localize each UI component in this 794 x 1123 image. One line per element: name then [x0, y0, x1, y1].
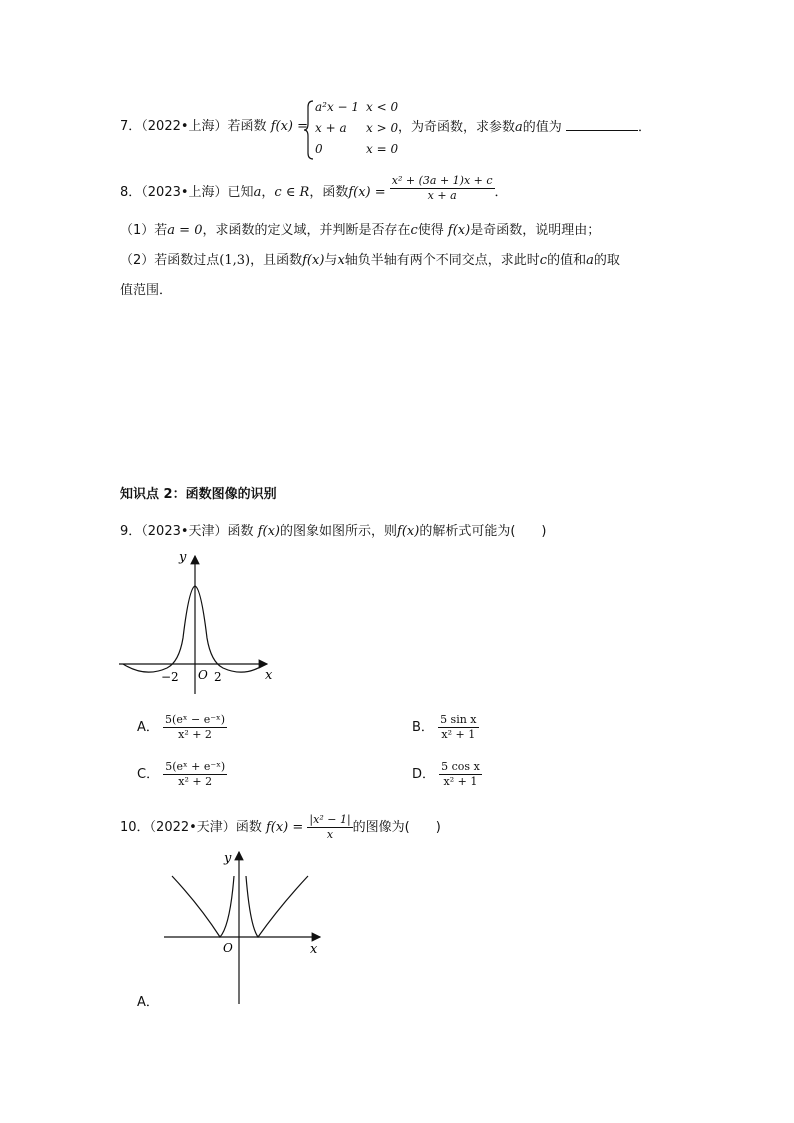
q8-end: ． [494, 185, 508, 200]
q7-source: （2022•上海） [141, 119, 228, 134]
q9-mid: 的图象如图所示，则 [280, 524, 398, 539]
q8-sep: ， [261, 185, 275, 200]
q9-x-label: x [265, 668, 273, 683]
q10-number: 10． [120, 820, 150, 835]
q7-case-3-expr: 0 [315, 142, 323, 156]
q9-option-b-den: x² + 1 [441, 728, 476, 741]
q7-case-3-cond: x = 0 [366, 142, 399, 156]
q9-curve [123, 586, 265, 672]
q9-option-d[interactable] [412, 759, 482, 791]
q9-tick-pos2: 2 [214, 670, 222, 684]
q7-case-2-expr: x + a [315, 121, 347, 135]
q9-option-d-num: 5 cos x [441, 760, 480, 773]
q8-p1-d: 使得 [417, 223, 444, 238]
q8-denominator: x + a [427, 189, 457, 202]
section-heading: 知识点 2：函数图像的识别 [120, 487, 277, 502]
q9-option-c-num: 5(eˣ + e⁻ˣ) [165, 760, 226, 773]
q8-var-a: a [253, 185, 262, 200]
q7-lead: 若函数 [227, 119, 267, 134]
q9-option-c[interactable] [137, 759, 227, 791]
q8-lead: 已知 [227, 185, 254, 200]
q10-lead: 函数 [235, 820, 262, 835]
q8-p1-c: c [410, 223, 418, 238]
q10-curve-left [172, 876, 234, 937]
q8-p2-a: （2）若函数过点 [120, 253, 220, 268]
q9-option-a-fraction [163, 713, 227, 742]
q9-lead: 函数 [227, 524, 254, 539]
q9-tail: 的解析式可能为( ) [419, 524, 547, 539]
q7-case-2-cond: x > 0 [366, 121, 399, 135]
q9-f1: f(x) [257, 524, 280, 539]
q9-option-a-den: x² + 2 [178, 728, 212, 741]
q10-x-label: x [310, 942, 318, 957]
q8-p1-b: ，求函数的定义域，并判断是否存在 [202, 223, 411, 238]
q7-line [120, 118, 308, 136]
q9-tick-neg2: −2 [161, 670, 179, 684]
q8-p2-b: ，且函数 [250, 253, 303, 268]
q8-p1-a: （1）若 [120, 223, 168, 238]
q10-source: （2022•天津） [149, 820, 236, 835]
q9-option-d-den: x² + 1 [443, 775, 478, 788]
q9-option-b-fraction [438, 713, 478, 742]
q7-end: ． [637, 120, 651, 135]
q7-tail [398, 118, 651, 137]
q10-numerator: |x² − 1| [309, 813, 351, 826]
q8-mid: ，函数 [309, 185, 349, 200]
q9-option-a-label: A． [137, 720, 159, 735]
q8-number: 8． [120, 185, 142, 200]
q8-p1-e: 是奇函数，说明理由； [470, 223, 601, 238]
q7-tail1: ，为奇函数，求参数 [398, 120, 516, 135]
q9-option-b[interactable] [412, 712, 479, 744]
q10-line [120, 812, 441, 844]
q8-p2-cv: c [539, 253, 548, 268]
q8-p2-f: f(x) [302, 253, 325, 268]
q10-denominator: x [326, 828, 334, 841]
q8-numerator: x² + (3a + 1)x + c [391, 174, 493, 187]
q8-p2-c: 与 [324, 253, 338, 268]
q8-p2-f2: 的取 [593, 253, 620, 268]
q9-f2: f(x) [397, 524, 420, 539]
q7-tail2: 的值为 [522, 120, 562, 135]
q7-number: 7． [120, 119, 142, 134]
q8-fraction [390, 174, 495, 203]
q9-number: 9． [120, 524, 142, 539]
q7-brace [303, 99, 315, 161]
q8-p2-e: 的值和 [547, 253, 587, 268]
q10-func: f(x) = [265, 820, 304, 835]
q9-option-b-label: B． [412, 720, 434, 735]
q8-p1-cond: a = 0 [167, 223, 203, 238]
q10-origin: O [223, 941, 233, 955]
q10-fraction [307, 813, 352, 842]
q8-p2-d: 轴负半轴有两个不同交点，求此时 [344, 253, 540, 268]
q9-option-d-label: D． [412, 767, 436, 782]
q9-option-c-den: x² + 2 [178, 775, 213, 788]
q9-option-a[interactable] [137, 712, 227, 744]
q10-tail: 的图像为( ) [352, 820, 441, 835]
q10-graph [160, 846, 330, 1006]
q9-option-d-fraction [439, 760, 482, 789]
q8-line [120, 174, 508, 203]
q9-graph [115, 548, 285, 698]
q9-option-b-num: 5 sin x [440, 713, 477, 726]
q9-option-c-fraction [163, 760, 227, 789]
q9-y-label: y [179, 550, 187, 565]
q8-part2 [120, 252, 620, 270]
q9-source: （2023•天津） [141, 524, 228, 539]
q10-option-a[interactable]: A． [137, 995, 159, 1010]
q8-cond: c ∈ R [274, 185, 310, 200]
q9-option-c-label: C． [137, 767, 160, 782]
q8-part2-line2: 值范围． [120, 283, 173, 298]
q8-part1 [120, 222, 600, 240]
q10-curve-right [246, 876, 308, 937]
q8-p2-point: (1,3) [219, 253, 251, 268]
q9-origin: O [198, 668, 208, 682]
q8-func: f(x) = [348, 185, 386, 200]
q10-y-label: y [224, 851, 232, 866]
q7-answer-blank[interactable] [566, 118, 638, 131]
q8-p2-x: x [337, 253, 345, 268]
q8-p1-f: f(x) [447, 223, 471, 238]
q8-source: （2023•上海） [141, 185, 228, 200]
q9-line [120, 523, 546, 541]
q9-option-a-num: 5(eˣ − e⁻ˣ) [165, 713, 225, 726]
q7-param: a [515, 120, 523, 135]
q8-p2-av: a [586, 253, 594, 268]
q7-case-1-expr: a²x − 1 [315, 100, 360, 114]
q7-case-1-cond: x < 0 [366, 100, 399, 114]
q7-func: f(x) = [270, 119, 309, 134]
